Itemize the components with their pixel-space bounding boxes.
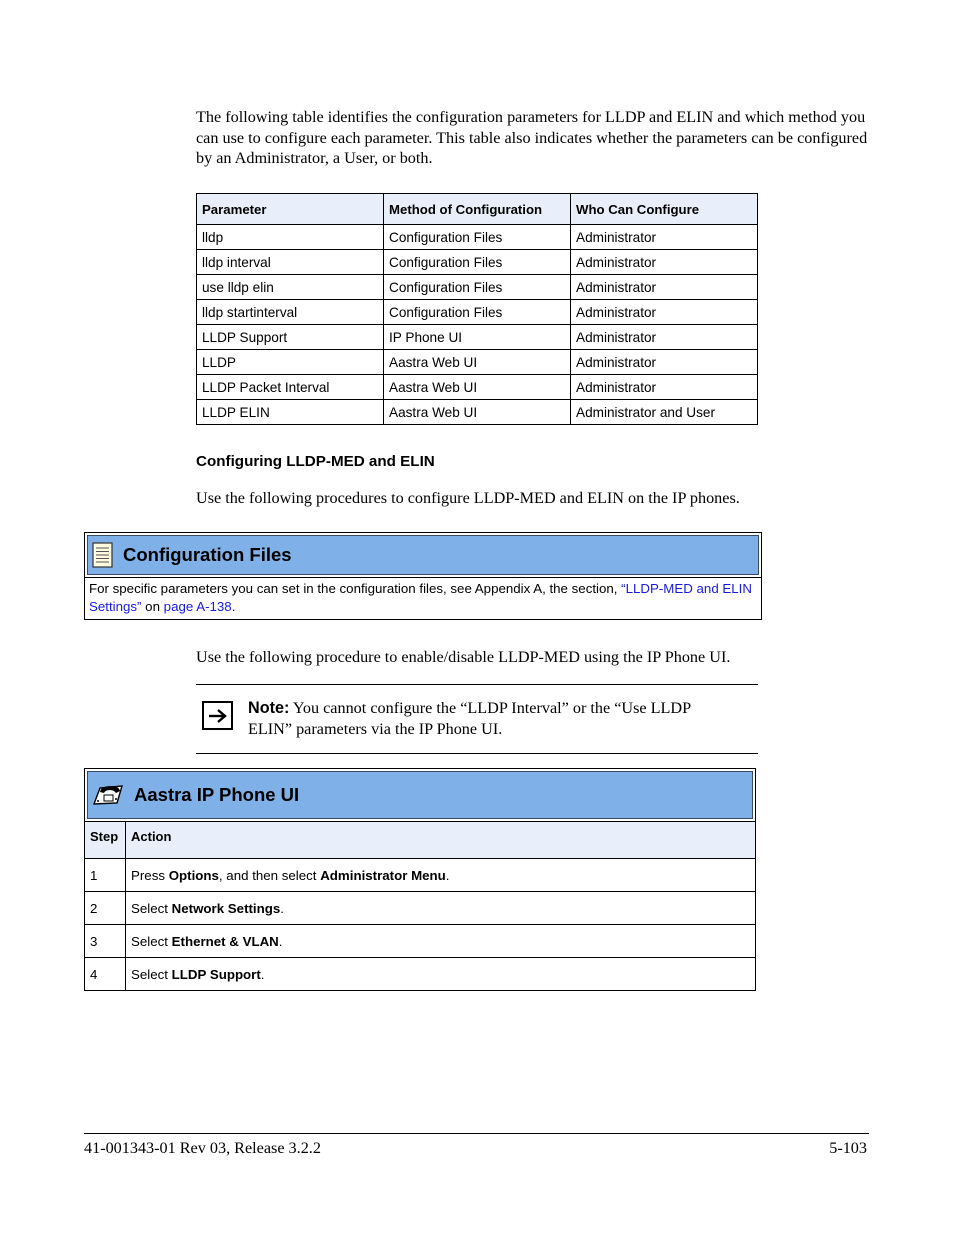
table-cell: LLDP Support xyxy=(197,325,384,350)
table-row xyxy=(85,859,756,892)
steps-table xyxy=(84,821,756,991)
table-row xyxy=(197,325,758,350)
page-link[interactable]: page A-138 xyxy=(163,599,232,614)
step-action: Select LLDP Support. xyxy=(126,958,756,991)
table-cell: LLDP Packet Interval xyxy=(197,375,384,400)
table-cell: Administrator xyxy=(571,325,758,350)
step-action: Select Ethernet & VLAN. xyxy=(126,925,756,958)
step-action: Select Network Settings. xyxy=(126,892,756,925)
table-cell: Administrator xyxy=(571,250,758,275)
table-cell: Administrator xyxy=(571,275,758,300)
body-text: For specific parameters you can set in the configuration files, see Appendix A, the section, xyxy=(89,581,622,596)
step-number: 4 xyxy=(85,958,126,991)
table-cell: lldp startinterval xyxy=(197,300,384,325)
table-cell: Configuration Files xyxy=(384,275,571,300)
step-action: Press Options, and then select Administrator Menu. xyxy=(126,859,756,892)
section-heading: Configuring LLDP-MED and ELIN xyxy=(196,453,435,470)
document-id: 41-001343-01 Rev 03, Release 3.2.2 xyxy=(84,1139,321,1157)
table-cell: Administrator and User xyxy=(571,400,758,425)
arrow-right-icon xyxy=(202,701,233,730)
banner-title: Aastra IP Phone UI xyxy=(134,784,300,805)
step-number: 3 xyxy=(85,925,126,958)
column-header: Who Can Configure xyxy=(571,194,758,225)
intro-paragraph: The following table identifies the configuration parameters for LLDP and ELIN and which method you can use to configure each parameter. This table also indicates whether the parameters can be configured by an Administrator, a User, or both. xyxy=(196,108,868,167)
table-cell: Configuration Files xyxy=(384,250,571,275)
parameter-table xyxy=(196,193,758,425)
table-cell: Aastra Web UI xyxy=(384,375,571,400)
column-header: Parameter xyxy=(197,194,384,225)
table-row xyxy=(197,250,758,275)
table-row xyxy=(197,275,758,300)
table-row xyxy=(85,925,756,958)
table-row xyxy=(197,225,758,250)
table-cell: Administrator xyxy=(571,300,758,325)
table-row xyxy=(197,400,758,425)
table-cell: Aastra Web UI xyxy=(384,400,571,425)
table-cell: IP Phone UI xyxy=(384,325,571,350)
step-number: 1 xyxy=(85,859,126,892)
table-cell: Administrator xyxy=(571,225,758,250)
phone-icon xyxy=(91,783,125,807)
step-number: 2 xyxy=(85,892,126,925)
section-intro: Use the following procedures to configure LLDP-MED and ELIN on the IP phones. xyxy=(196,489,740,507)
config-files-body xyxy=(84,577,762,620)
column-header: Action xyxy=(126,822,756,859)
table-row xyxy=(197,350,758,375)
table-cell: lldp interval xyxy=(197,250,384,275)
table-cell: Configuration Files xyxy=(384,300,571,325)
section-link[interactable]: “LLDP-MED and ELIN Settings” xyxy=(89,581,752,614)
table-row xyxy=(197,300,758,325)
table-cell: Administrator xyxy=(571,375,758,400)
page-number: 5-103 xyxy=(829,1139,867,1157)
table-row xyxy=(197,375,758,400)
config-files-banner xyxy=(84,532,762,578)
body-text: on xyxy=(141,599,164,614)
phone-ui-banner xyxy=(84,768,756,822)
note-body: You cannot configure the “LLDP Interval” or the “Use LLDP ELIN” parameters via the IP Phone UI. xyxy=(248,699,691,738)
note-label: Note: xyxy=(248,699,290,717)
table-header-row xyxy=(197,194,758,225)
table-cell: lldp xyxy=(197,225,384,250)
column-header: Method of Configuration xyxy=(384,194,571,225)
table-cell: Aastra Web UI xyxy=(384,350,571,375)
procedure-intro: Use the following procedure to enable/disable LLDP-MED using the IP Phone UI. xyxy=(196,648,731,666)
banner-title: Configuration Files xyxy=(123,544,292,565)
note-text xyxy=(248,698,738,739)
column-header: Step xyxy=(85,822,126,859)
body-text: . xyxy=(231,599,236,614)
table-cell: use lldp elin xyxy=(197,275,384,300)
table-row xyxy=(85,958,756,991)
table-cell: Administrator xyxy=(571,350,758,375)
footer-divider xyxy=(84,1133,869,1134)
table-row xyxy=(85,892,756,925)
table-cell: Configuration Files xyxy=(384,225,571,250)
note-box xyxy=(196,684,758,754)
table-header-row xyxy=(85,822,756,859)
document-icon xyxy=(91,542,115,568)
table-cell: LLDP ELIN xyxy=(197,400,384,425)
table-cell: LLDP xyxy=(197,350,384,375)
